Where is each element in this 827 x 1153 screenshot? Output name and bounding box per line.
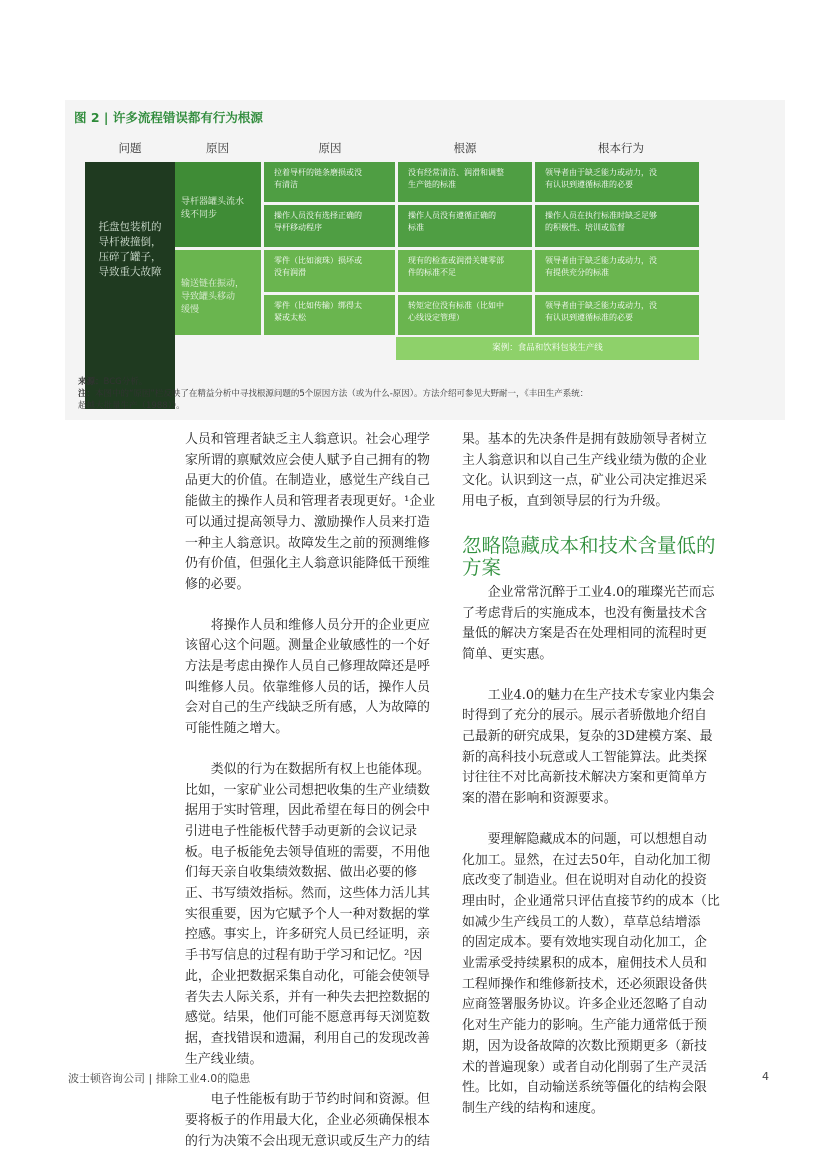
page-number: 4	[762, 1070, 769, 1083]
paragraph	[185, 616, 447, 740]
root-cell	[398, 295, 532, 335]
section-heading	[462, 535, 724, 579]
cell-line: 转矩定位没有标准（比如中	[408, 301, 504, 310]
cell-line: 有认识到遵循标准的必要	[545, 180, 633, 189]
text-line: 的行为决策不会出现无意识或反生产力的结	[185, 1133, 430, 1149]
cell-line: 领导者由于缺乏能力或动力，没	[545, 256, 657, 265]
heading-line: 方案	[462, 555, 502, 579]
cell-line: 心线设定管理）	[408, 313, 464, 322]
text-line: 工业4.0的魅力在生产技术专家业内集会	[487, 687, 715, 703]
text-line: 了考虑背后的实施成本，也没有衡量技术含	[462, 605, 707, 621]
text-line: 修的必要。	[185, 576, 250, 592]
cell-line: 的积极性、培训或监督	[545, 223, 625, 232]
text-line: 感觉。结果，他们可能不愿意再每天浏览数	[185, 1010, 430, 1026]
paragraph	[462, 830, 724, 1120]
text-line: 果。基本的先决条件是拥有鼓励领导者树立	[462, 432, 707, 447]
header-root: 根源	[453, 141, 477, 155]
cell-line: 标准	[408, 223, 424, 232]
text-line: 仍有价值，但强化主人翁意识能降低干预维	[185, 556, 430, 572]
cause-2-label	[175, 270, 261, 325]
cell-line: 操作人员在执行标准时缺乏足够	[545, 211, 657, 220]
source-label: 来源：	[78, 377, 104, 387]
paragraph	[462, 583, 724, 666]
note-line: 超越大批量生产（1988）》。	[78, 401, 185, 411]
cell-line: 有清洁	[274, 180, 298, 189]
text-line: 化对生产能力的影响。生产能力通常低于预	[462, 1018, 707, 1034]
text-line: 者失去人际关系，并有一种失去把控数据的	[185, 989, 430, 1005]
behavior-cell	[535, 162, 699, 202]
cell-line: 导杆移动程序	[274, 223, 322, 232]
cause-1-label	[175, 188, 261, 230]
text-line: 将操作人员和维修人员分开的企业更应	[210, 617, 430, 633]
text-line: 案的潜在影响和资源要求。	[462, 791, 617, 807]
text-line: 会对自己的生产线缺乏所有感，人为故障的	[185, 700, 430, 716]
text-line: 量低的解决方案是否在处理相同的流程时更	[462, 626, 707, 642]
cause-line: 输送链在振动，	[181, 279, 245, 289]
cause-line: 导致罐头移动	[181, 292, 236, 302]
source-text: BCG分析。	[103, 377, 148, 387]
text-line: 电子性能板有助于节约时间和资源。但	[210, 1092, 430, 1108]
problem-line: 导杆被撞倒，	[98, 236, 162, 248]
root-cell	[398, 250, 532, 292]
problem-line: 托盘包装机的	[98, 221, 162, 233]
text-line: 业需承受持续累积的成本，雇佣技术人员和	[462, 956, 707, 972]
paragraph	[462, 686, 724, 810]
text-line: 板。电子板能免去领导值班的需要，不用他	[185, 844, 430, 860]
cell-line: 零件（比如滚珠）损坏或	[274, 256, 362, 265]
header-problem: 问题	[118, 141, 142, 155]
note-line	[78, 388, 778, 400]
paragraph	[185, 760, 447, 1071]
cell-line: 没有经常清洁、润滑和调整	[408, 168, 504, 177]
text-line: 人员和管理者缺乏主人翁意识。社会心理学	[185, 432, 430, 447]
text-line: 性。比如，自动输送系统等僵化的结构会限	[462, 1080, 707, 1096]
cause-line: 线不同步	[181, 210, 218, 220]
note-text: 本图中的“原因”栏反映了在精益分析中寻找根源问题的5个原因方法（或为什么-原因）。方法介绍可参见大野耐一，《丰田生产系统：	[95, 389, 589, 399]
cell-line: 紧或太松	[274, 313, 306, 322]
text-line: 主人翁意识和以自己生产线业绩为傲的企业	[462, 452, 707, 468]
cell-line: 零件（比如传输）绑得太	[274, 301, 362, 310]
cause-cell	[264, 205, 395, 247]
note-label: 注：	[78, 389, 96, 399]
text-line: 己最新的研究成果，复杂的3D建模方案、最	[462, 729, 713, 745]
text-line: 底改变了制造业。但在说明对自动化的投资	[462, 873, 707, 889]
heading-line: 忽略隐藏成本和技术含量低的	[462, 533, 716, 557]
text-line: 简单、更实惠。	[462, 646, 553, 662]
text-line: 家所谓的禀赋效应会使人赋予自己拥有的物	[185, 452, 430, 468]
text-line: 们每天亲自收集绩效数据、做出必要的修	[185, 865, 418, 881]
cause-cell	[264, 295, 395, 335]
text-line: 此，企业把数据采集自动化，可能会使领导	[185, 968, 430, 984]
text-line: 比如，一家矿业公司想把收集的生产业绩数	[185, 782, 430, 798]
text-line: 理由时，企业通常只评估直接节约的成本（比	[462, 893, 720, 909]
behavior-cell	[535, 205, 699, 247]
text-line: 叫维修人员。依靠维修人员的话，操作人员	[185, 679, 430, 695]
cell-line: 有提供充分的标准	[545, 268, 609, 277]
text-line: 的固定成本。要有效地实现自动化加工，企	[462, 935, 707, 951]
text-line: 据，查找错误和遗漏，利用自己的发现改善	[185, 1030, 430, 1046]
text-line: 化加工。显然，在过去50年，自动化加工彻	[462, 852, 711, 868]
behavior-cell	[535, 250, 699, 292]
text-line: 如减少生产线员工的人数），草草总结增添	[462, 914, 701, 930]
text-line: 可能性随之增大。	[185, 721, 289, 737]
figure-panel	[65, 100, 785, 420]
left-column	[185, 430, 447, 1153]
text-line: 手书写信息的过程有助于学习和记忆。²因	[185, 948, 423, 964]
right-column	[462, 430, 724, 1120]
cell-line: 拉着导杆的链条磨损或没	[274, 168, 362, 177]
cause-cell	[264, 250, 395, 292]
text-line: 类似的行为在数据所有权上也能体现。	[210, 761, 430, 777]
text-line: 能做主的操作人员和管理者表现更好。¹企业	[185, 494, 436, 510]
footer-text: 波士顿咨询公司 | 排除工业4.0的隐患	[68, 1072, 251, 1085]
header-root-behavior: 根本行为	[598, 141, 644, 155]
text-line: 新的高科技小玩意或人工智能算法。此类探	[462, 749, 707, 765]
paragraph	[185, 1090, 447, 1152]
text-line: 讨往往不对比高新技术解决方案和更简单方	[462, 770, 707, 786]
header-cause-1: 原因	[206, 141, 229, 155]
paragraph	[462, 430, 724, 513]
cause-cell	[264, 162, 395, 202]
cause-line: 导杆器罐头流水	[181, 197, 245, 207]
text-line: 生产线业绩。	[185, 1051, 263, 1067]
problem-line: 压碎了罐子，	[98, 251, 162, 263]
text-line: 实很重要，因为它赋予个人一种对数据的掌	[185, 906, 430, 922]
cell-line: 操作人员没有选择正确的	[274, 211, 362, 220]
header-cause-2: 原因	[318, 141, 342, 155]
text-line: 要理解隐藏成本的问题，可以想想自动	[487, 831, 707, 847]
figure-title: 图 2 | 许多流程错误都有行为根源	[74, 110, 263, 125]
case-label: 案例：食品和饮料包装生产线	[396, 337, 699, 360]
cell-line: 生产链的标准	[408, 180, 456, 189]
cell-line: 件的标准不足	[408, 268, 456, 277]
text-line: 期，因为设备故障的次数比预期更多（新技	[462, 1038, 707, 1054]
cell-line: 领导者由于缺乏能力或动力，没	[545, 168, 657, 177]
root-cell	[398, 162, 532, 202]
figure-notes	[78, 376, 778, 412]
cell-line: 现有的检查或润滑关键零部	[408, 256, 504, 265]
cell-line: 有认识到遵循标准的必要	[545, 313, 633, 322]
text-line: 可以通过提高领导力、激励操作人员来打造	[185, 514, 430, 530]
text-line: 正、书写绩效指标。然而，这些体力活儿其	[185, 886, 430, 902]
problem-line: 导致重大故障	[98, 266, 162, 278]
text-line: 品更大的价值。在制造业，感觉生产线自己	[185, 473, 430, 489]
problem-box	[85, 162, 175, 409]
text-line: 时得到了充分的展示。展示者骄傲地介绍自	[462, 708, 707, 724]
text-line: 引进电子性能板代替手动更新的会议记录	[185, 823, 418, 839]
source-line	[78, 376, 778, 388]
text-line: 一种主人翁意识。故障发生之前的预测维修	[185, 535, 430, 551]
text-line: 应商签署服务协议。许多企业还忽略了自动	[462, 997, 707, 1013]
root-cell	[398, 205, 532, 247]
cause-line: 缓慢	[181, 305, 200, 315]
text-line: 工程师操作和维修新技术，还必须跟设备供	[462, 976, 707, 992]
text-line: 企业常常沉醉于工业4.0的璀璨光芒而忘	[487, 584, 715, 600]
text-line: 要将板子的作用最大化，企业必须确保根本	[185, 1113, 430, 1129]
cell-line: 操作人员没有遵循正确的	[408, 211, 496, 220]
text-line: 方法是考虑由操作人员自己修理故障还是呼	[185, 659, 430, 675]
text-line: 用电子板，直到领导层的行为升级。	[462, 494, 669, 510]
text-line: 术的普遍现象）或者自动化削弱了生产灵活	[462, 1059, 707, 1075]
behavior-cell	[535, 295, 699, 335]
text-line: 制生产线的结构和速度。	[462, 1100, 604, 1116]
text-line: 控感。事实上，许多研究人员已经证明，亲	[185, 927, 430, 943]
cell-line: 领导者由于缺乏能力或动力，没	[545, 301, 657, 310]
paragraph	[185, 430, 447, 596]
cell-line: 没有润滑	[274, 268, 306, 277]
text-line: 据用于实时管理，因此希望在每日的例会中	[185, 803, 430, 819]
text-line: 文化。认识到这一点，矿业公司决定推迟采	[462, 473, 707, 489]
text-line: 该留心这个问题。测量企业敏感性的一个好	[185, 638, 430, 654]
